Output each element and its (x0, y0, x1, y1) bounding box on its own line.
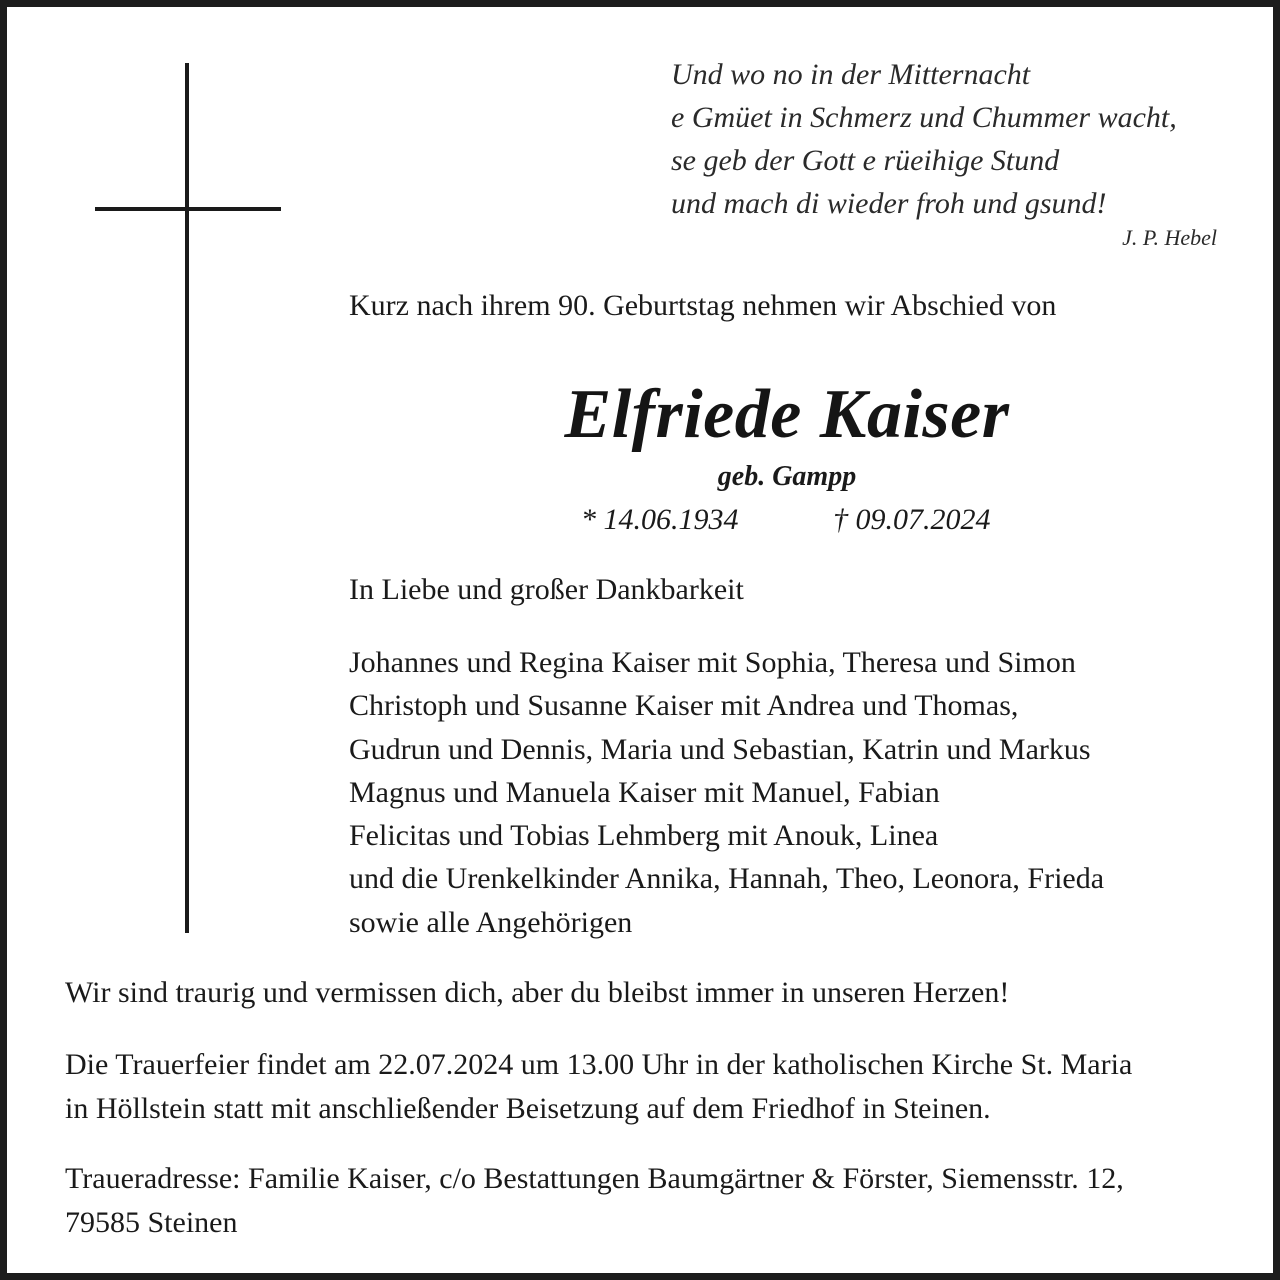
mourner-line: sowie alle Angehörigen (349, 905, 633, 939)
closing-line: Wir sind traurig und vermissen dich, aber du bleibst immer in unseren Herzen! (65, 976, 1010, 1009)
ceremony-line: Die Trauerfeier findet am 22.07.2024 um 13.00 Uhr in der katholischen Kirche St. Maria (65, 1048, 1133, 1081)
death-date: † 09.07.2024 (833, 503, 991, 536)
birth-date: * 14.06.1934 (581, 503, 739, 536)
mourner-line: Christoph und Susanne Kaiser mit Andrea und Thomas, (349, 689, 1019, 723)
mourner-line: Magnus und Manuela Kaiser mit Manuel, Fabian (349, 775, 940, 809)
poem-line: und mach di wieder froh und gsund! (671, 187, 1107, 220)
poem-line: Und wo no in der Mitternacht (671, 58, 1031, 91)
cross-icon-horizontal-bar (95, 207, 281, 211)
poem-author: J. P. Hebel (1122, 225, 1217, 250)
deceased-name: Elfriede Kaiser (564, 376, 1010, 453)
intro-text: Kurz nach ihrem 90. Geburtstag nehmen wir Abschied von (349, 289, 1057, 322)
mourners-list (349, 641, 1104, 944)
mourner-line: Johannes und Regina Kaiser mit Sophia, Theresa und Simon (349, 646, 1076, 679)
poem-line: e Gmüet in Schmerz und Chummer wacht, (671, 101, 1177, 134)
mourner-line: Gudrun und Dennis, Maria und Sebastian, Katrin und Markus (349, 732, 1091, 766)
cross-icon-vertical-bar (185, 63, 189, 933)
gratitude-text: In Liebe und großer Dankbarkeit (349, 573, 744, 606)
poem (671, 53, 1241, 225)
closing-message (65, 971, 1235, 1015)
ceremony-line: in Höllstein statt mit anschließender Beisetzung auf dem Friedhof in Steinen. (65, 1092, 991, 1125)
mourner-line: Felicitas und Tobias Lehmberg mit Anouk, Linea (349, 819, 939, 853)
address-line: 79585 Steinen (65, 1206, 238, 1239)
address-line: Traueradresse: Familie Kaiser, c/o Bestattungen Baumgärtner & Förster, Siemensstr. 12, (65, 1162, 1124, 1195)
mourner-line: und die Urenkelkinder Annika, Hannah, Theo, Leonora, Frieda (349, 862, 1105, 896)
ceremony-info (65, 1043, 1235, 1131)
poem-line: se geb der Gott e rüeihige Stund (671, 144, 1060, 177)
maiden-name: geb. Gampp (717, 461, 857, 492)
mourning-address (65, 1157, 1235, 1245)
